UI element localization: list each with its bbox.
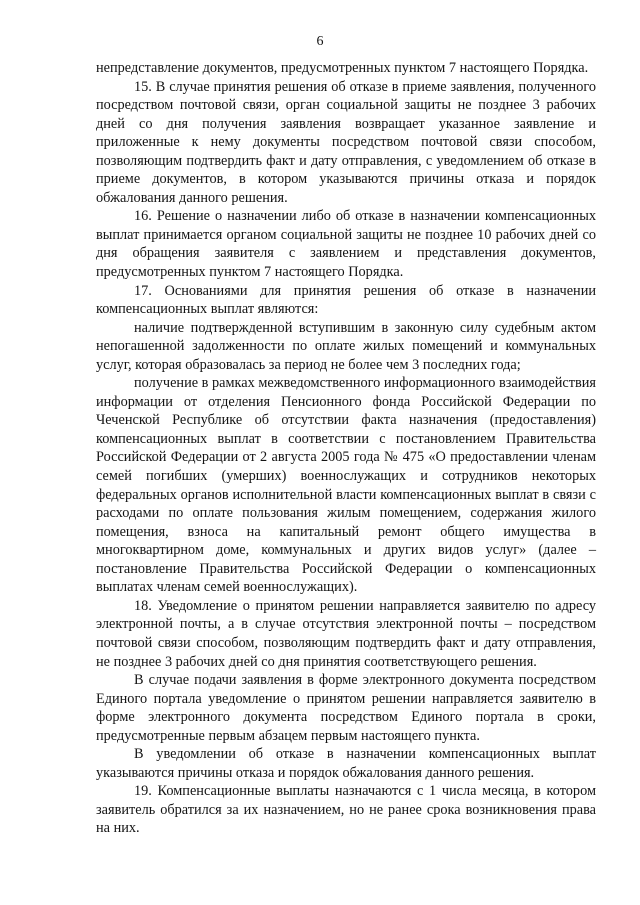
paragraph-item-19: 19. Компенсационные выплаты назначаются с 1 числа месяца, в котором заявитель обратился за их назначением, но не ранее срока возникновения права на них. [96,783,596,837]
paragraph-ground-debt: наличие подтвержденной вступившим в законную силу судебным актом непогашенной задолженности по оплате жилых помещений и коммунальных услуг, которая образовалась за период не более чем 3 последних года; [96,319,596,373]
document-body [96,59,596,838]
paragraph-item-18: 18. Уведомление о принятом решении направляется заявителю по адресу электронной почты, а в случае отсутствия электронной почты – посредством почтовой связи способом, позволяющим подтвердить факт и дату отправления, не позднее 3 рабочих дней со дня принятия соответствующего решения. [96,597,596,670]
paragraph-item-17: 17. Основаниями для принятия решения об отказе в назначении компенсационных выплат являются: [96,282,596,318]
paragraph-ground-pension-fund: получение в рамках межведомственного информационного взаимодействия информации от отделения Пенсионного фонда Российской Федерации по Чеченской Республике об отсутствии факта назначения (предоставления) компенсационных выплат в соответствии с постановлением Правительства Российской Федерации от 2 августа 2005 года № 475 «О предоставлении членам семей погибших (умерших) военнослужащих и сотрудников некоторых федеральных органов исполнительной власти компенсационных выплат в связи с расходами по оплате пользования жилым помещением, содержания жилого помещения, взноса на капитальный ремонт общего имущества в многоквартирном доме, коммунальных и других видов услуг» (далее – постановление Правительства Российской Федерации о компенсационных выплатах членам семей военнослужащих). [96,375,596,596]
paragraph-refusal-notice: В уведомлении об отказе в назначении компенсационных выплат указываются причины отказа и порядок обжалования данного решения. [96,746,596,781]
paragraph-item-15: 15. В случае принятия решения об отказе в приеме заявления, полученного посредством почтовой связи, орган социальной защиты не позднее 3 рабочих дней со дня получения заявления возвращает указанное заявление и приложенные к нему документы посредством почтовой связи способом, позволяющим подтвердить факт и дату отправления, с уведомлением об отказе в приеме документов, в котором указываются причины отказа и порядок обжалования данного решения. [96,78,596,206]
paragraph-item-16: 16. Решение о назначении либо об отказе в назначении компенсационных выплат принимается органом социальной защиты не позднее 10 рабочих дней со дня обращения заявителя с заявлением и представления документов, предусмотренных пунктом 7 настоящего Порядка. [96,208,596,281]
paragraph-electronic-notice: В случае подачи заявления в форме электронного документа посредством Единого портала уведомление о принятом решении направляется заявителю в форме электронного документа посредством Единого портала в сроки, предусмотренные первым абзацем первым настоящего пункта. [96,672,596,744]
page-number: 6 [316,34,324,49]
paragraph-continuation: непредставление документов, предусмотренных пунктом 7 настоящего Порядка. [96,60,589,76]
